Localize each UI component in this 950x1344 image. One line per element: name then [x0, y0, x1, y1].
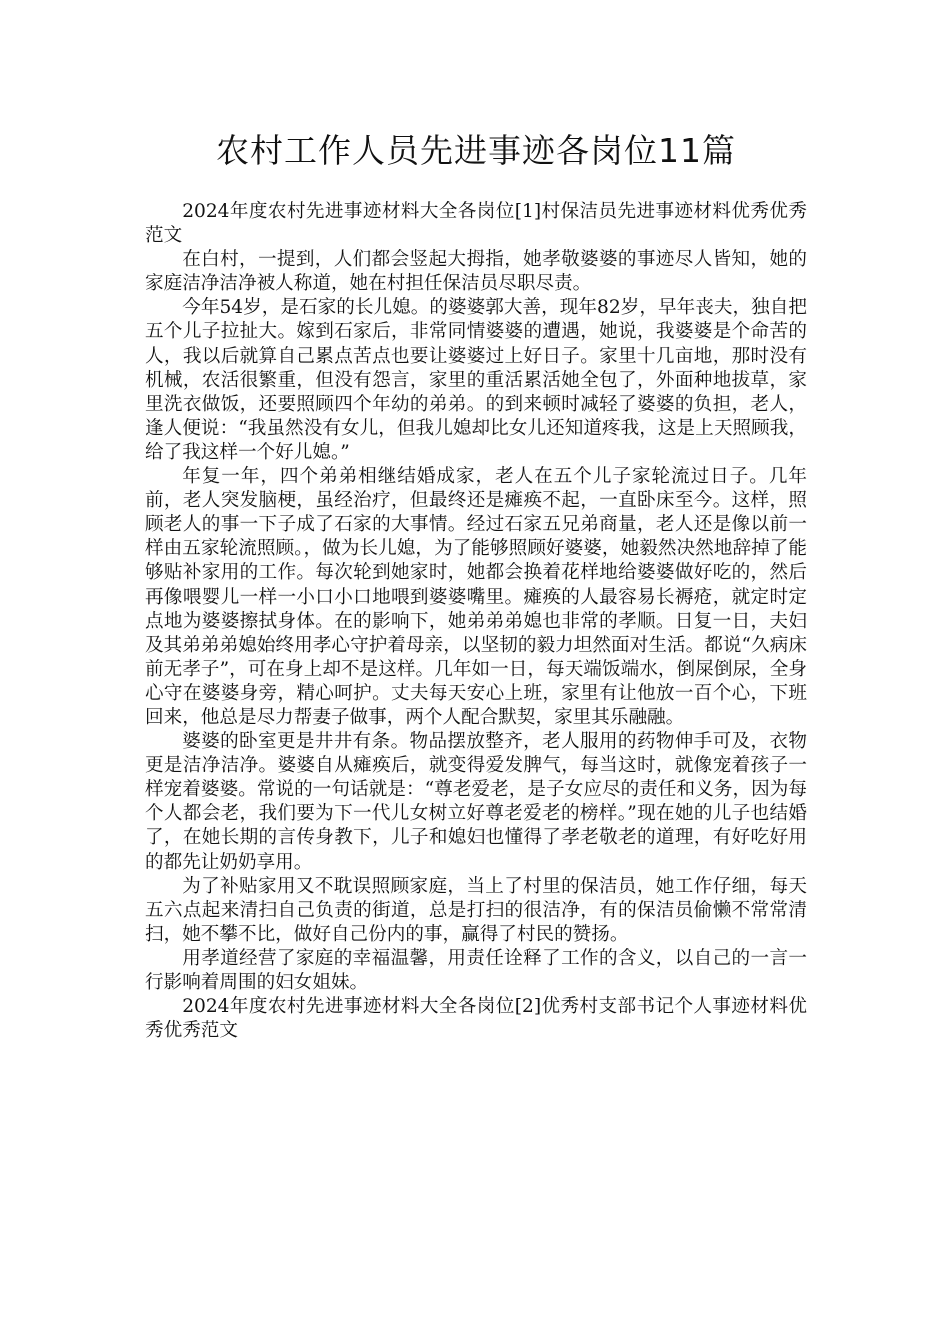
paragraph-caring-for-mother-in-law: 年复一年，四个弟弟相继结婚成家，老人在五个儿子家轮流过日子。几年前，老人突发脑梗，虽经治疗，但最终还是瘫痪不起，一直卧床至今。这样，照顾老人的事一下子成了石家的大事情。经过石家五兄弟商量，老人还是像以前一样由五家轮流照顾。，做为长儿媳，为了能够照顾好婆婆，她毅然决然地辞掉了能够贴补家用的工作。每次轮到她家时，她都会换着花样地给婆婆做好吃的，然后再像喂婴儿一样一小口小口地喂到婆婆嘴里。瘫痪的人最容易长褥疮，就定时定点地为婆婆擦拭身体。在的影响下，她弟弟弟媳也非常的孝顺。日复一日，夫妇及其弟弟弟媳始终用孝心守护着母亲，以坚韧的毅力坦然面对生活。都说“久病床前无孝子”，可在身上却不是这样。几年如一日，每天端饭端水，倒屎倒尿，全身心守在婆婆身旁，精心呵护。丈夫每天安心上班，家里有让他放一百个心，下班回来，他总是尽力帮妻子做事，两个人配合默契，家里其乐融融。: [145, 466, 807, 728]
paragraph-section-1-heading: 2024年度农村先进事迹材料大全各岗位[1]村保洁员先进事迹材料优秀优秀范文: [145, 201, 807, 247]
paragraph-intro: 在白村，一提到，人们都会竖起大拇指，她孝敬婆婆的事迹尽人皆知，她的家庭洁净洁净被人称道，她在村担任保洁员尽职尽责。: [145, 249, 807, 295]
paragraph-cleaner-work: 为了补贴家用又不耽误照顾家庭，当上了村里的保洁员，她工作仔细，每天五六点起来清扫自己负责的街道，总是打扫的很洁净，有的保洁员偷懒不常常清扫，她不攀不比，做好自己份内的事，赢得了村民的赞扬。: [145, 875, 807, 945]
paragraph-section-2-heading: 2024年度农村先进事迹材料大全各岗位[2]优秀村支部书记个人事迹材料优秀优秀范文: [145, 996, 807, 1042]
paragraph-family-background: 今年54岁，是石家的长儿媳。的婆婆郭大善，现年82岁，早年丧夫，独自把五个儿子拉扯大。嫁到石家后，非常同情婆婆的遭遇，她说，我婆婆是个命苦的人，我以后就算自己累点苦点也要让婆婆过上好日子。家里十几亩地，那时没有机械，农活很繁重，但没有怨言，家里的重活累活她全包了，外面种地拔草，家里洗衣做饭，还要照顾四个年幼的弟弟。的到来顿时减轻了婆婆的负担，老人，逢人便说：“我虽然没有女儿，但我儿媳却比女儿还知道疼我，这是上天照顾我，给了我这样一个好儿媳。”: [145, 297, 807, 463]
paragraph-summary: 用孝道经营了家庭的幸福温馨，用责任诠释了工作的含义，以自己的一言一行影响着周围的妇女姐妹。: [145, 947, 807, 993]
document-title: 农村工作人员先进事迹各岗位11篇: [216, 131, 736, 170]
paragraph-bedroom-order: 婆婆的卧室更是井井有条。物品摆放整齐，老人服用的药物伸手可及，衣物更是洁净洁净。婆婆自从瘫痪后，就变得爱发脾气，每当这时，就像宠着孩子一样宠着婆婆。常说的一句话就是：“尊老爱老，是子女应尽的责任和义务，因为每个人都会老，我们要为下一代儿女树立好尊老爱老的榜样。”现在她的儿子也结婚了，在她长期的言传身教下，儿子和媳妇也懂得了孝老敬老的道理，有好吃好用的都先让奶奶享用。: [145, 731, 807, 873]
document-body: [145, 200, 807, 1043]
